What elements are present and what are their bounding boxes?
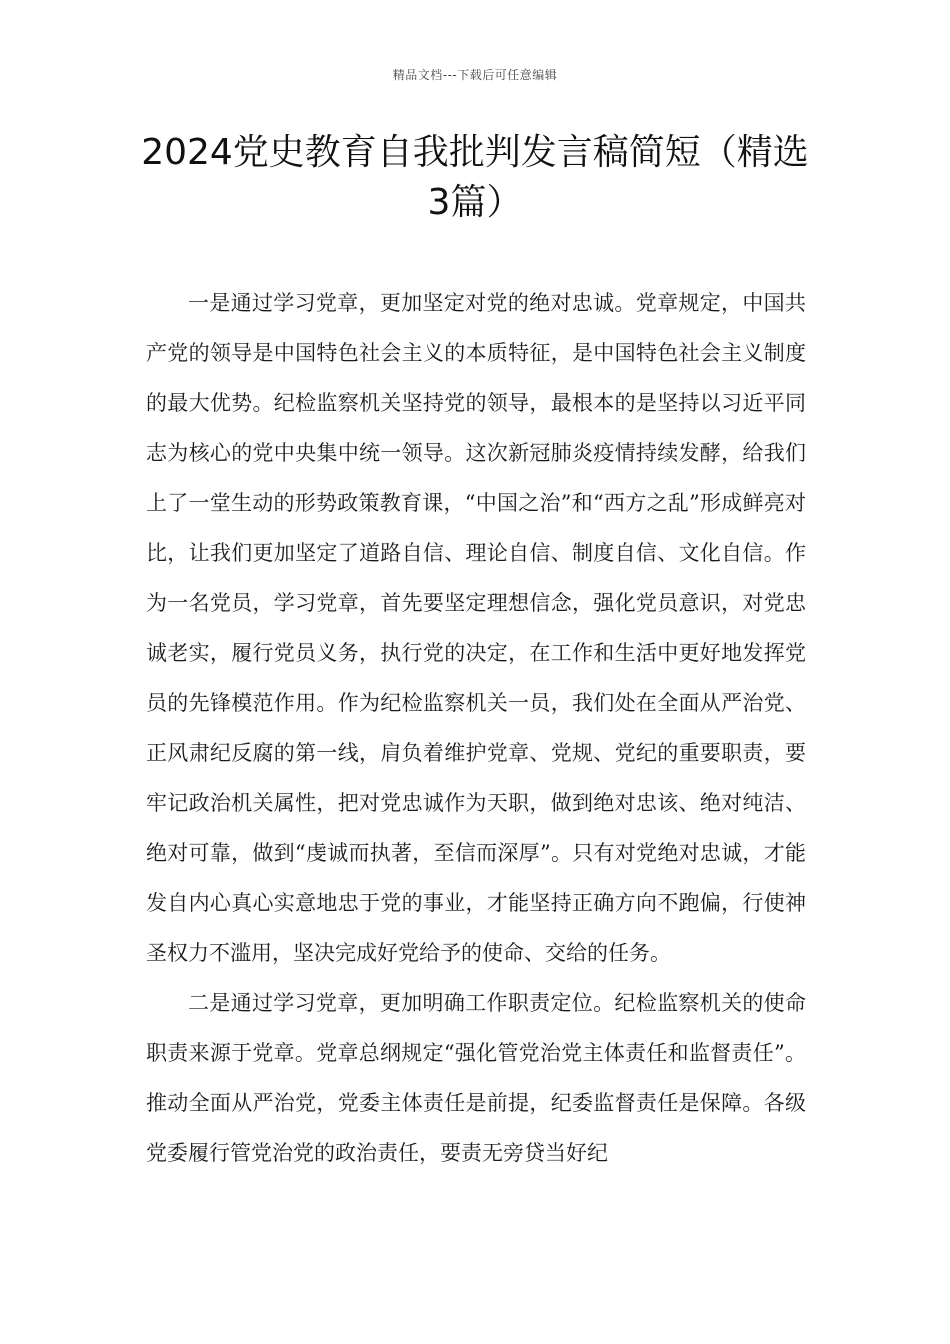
header-note: 精品文档---下载后可任意编辑: [392, 68, 558, 82]
paragraph: 一是通过学习党章，更加坚定对党的绝对忠诚。党章规定，中国共产党的领导是中国特色社会主义的本质特征，是中国特色社会主义制度的最大优势。纪检监察机关坚持党的领导，最根本的是坚持以习近平同志为核心的党中央集中统一领导。这次新冠肺炎疫情持续发酵，给我们上了一堂生动的形势政策教育课，“中国之治”和“西方之乱”形成鲜亮对比，让我们更加坚定了道路自信、理论自信、制度自信、文化自信。作为一名党员，学习党章，首先要坚定理想信念，强化党员意识，对党忠诚老实，履行党员义务，执行党的决定，在工作和生活中更好地发挥党员的先锋模范作用。作为纪检监察机关一员，我们处在全面从严治党、正风肃纪反腐的第一线，肩负着维护党章、党规、党纪的重要职责，要牢记政治机关属性，把对党忠诚作为天职，做到绝对忠该、绝对纯洁、绝对可靠，做到“虔诚而执著，至信而深厚”。只有对党绝对忠诚，才能发自内心真心实意地忠于党的事业，才能坚持正确方向不跑偏，行使神圣权力不滥用，坚决完成好党给予的使命、交给的任务。: [146, 291, 806, 965]
paragraph: 二是通过学习党章，更加明确工作职责定位。纪检监察机关的使命职责来源于党章。党章总纲规定“强化管党治党主体责任和监督责任”。推动全面从严治党，党委主体责任是前提，纪委监督责任是保障。各级党委履行管党治党的政治责任，要责无旁贷当好纪: [146, 991, 806, 1165]
document-title: 2024党史教育自我批判发言稿简短（精选3篇）: [141, 132, 809, 223]
document-body: [146, 278, 806, 1178]
